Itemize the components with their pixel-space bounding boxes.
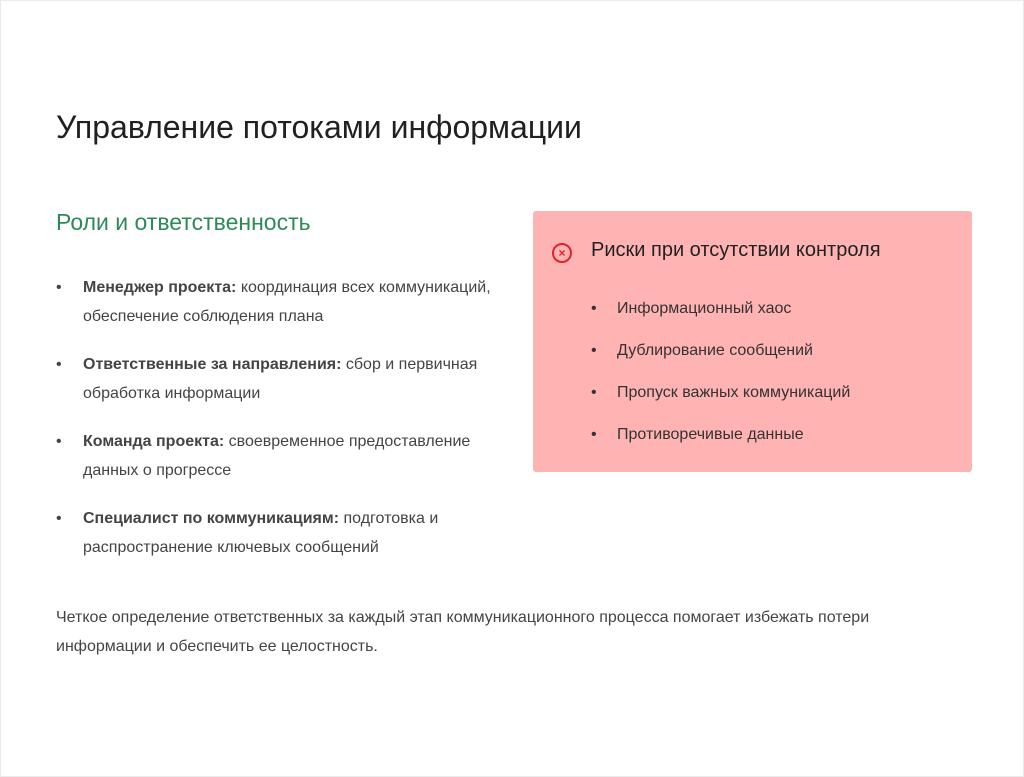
- bullet: •: [56, 433, 62, 450]
- role-description: подготовка и распространение ключевых сообщений: [83, 510, 439, 556]
- role-description: координация всех коммуникаций, обеспечение соблюдения плана: [83, 279, 491, 325]
- risk-item: [591, 421, 850, 449]
- role-item: [56, 504, 506, 562]
- close-circle-icon: ×: [552, 243, 572, 263]
- role-description: сбор и первичная обработка информации: [83, 356, 478, 402]
- footer-text: Четкое определение ответственных за каждый этап коммуникационного процесса помогает избежать потери информации и обеспечить ее целостность.: [56, 609, 870, 655]
- bullet: •: [56, 356, 62, 373]
- bullet: •: [591, 384, 597, 401]
- risk-item-text: Дублирование сообщений: [617, 342, 813, 359]
- role-description: своевременное предоставление данных о прогрессе: [83, 433, 471, 479]
- bullet: •: [591, 342, 597, 359]
- roles-list: [56, 273, 506, 581]
- bullet: •: [56, 279, 62, 296]
- risk-heading: Риски при отсутствии контроля: [591, 239, 881, 261]
- role-name: Команда проекта:: [83, 433, 229, 450]
- risk-item: [591, 295, 850, 323]
- bullet: •: [56, 510, 62, 527]
- bullet: •: [591, 300, 597, 317]
- role-item: [56, 350, 506, 408]
- risk-list: [591, 295, 850, 463]
- roles-heading: Роли и ответственность: [56, 209, 311, 235]
- role-name: Менеджер проекта:: [83, 279, 241, 296]
- role-item: [56, 427, 506, 485]
- role-name: Ответственные за направления:: [83, 356, 346, 373]
- risk-item-text: Противоречивые данные: [617, 426, 804, 443]
- risk-item-text: Пропуск важных коммуникаций: [617, 384, 851, 401]
- role-item: [56, 273, 506, 331]
- risk-card: [533, 211, 972, 472]
- role-name: Специалист по коммуникациям:: [83, 510, 344, 527]
- bullet: •: [591, 426, 597, 443]
- page-title: Управление потоками информации: [56, 109, 582, 145]
- risk-item: [591, 337, 850, 365]
- risk-item: [591, 379, 850, 407]
- risk-item-text: Информационный хаос: [617, 300, 792, 317]
